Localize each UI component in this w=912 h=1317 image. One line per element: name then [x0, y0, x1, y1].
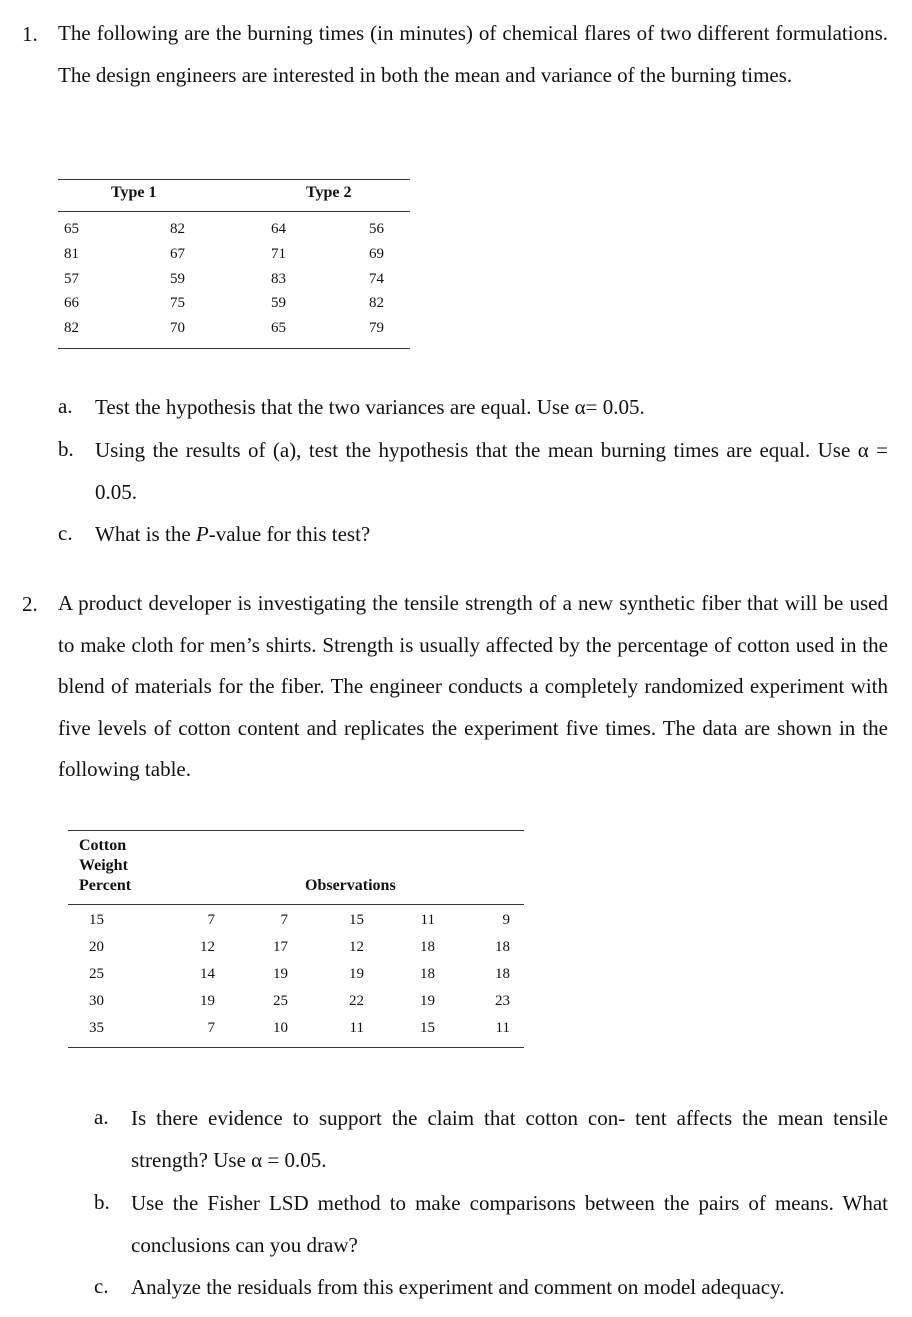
- part-text-pre: What is the: [95, 522, 196, 546]
- part-text: Using the results of (a), test the hypothesis that the mean burning times are equal. Use α = 0.05.: [95, 438, 888, 504]
- column-header-type-1: Type 1: [111, 184, 157, 201]
- table-cell: 79: [369, 320, 384, 337]
- table-cell: 18: [420, 939, 435, 955]
- table-cell: 15: [420, 1020, 435, 1036]
- table-cell: 19: [200, 993, 215, 1009]
- table-cell: 15: [349, 912, 364, 928]
- question-number: 1.: [22, 22, 38, 46]
- table-cell: 12: [200, 939, 215, 955]
- table-cell: 64: [271, 221, 286, 237]
- column-header-type-2: Type 2: [306, 184, 352, 201]
- part-label: c.: [58, 521, 73, 545]
- table-cell: 35: [89, 1020, 104, 1036]
- column-header-observations: Observations: [305, 877, 396, 894]
- question-number: 2.: [22, 592, 38, 616]
- table-cell: 23: [495, 993, 510, 1009]
- part-text: Is there evidence to support the claim that cotton con- tent affects the mean tensile strength? Use α = 0.05.: [131, 1106, 888, 1172]
- table-top-rule: [68, 830, 524, 831]
- table-bottom-rule: [58, 348, 410, 349]
- table-cell: 82: [170, 221, 185, 237]
- table-cell: 59: [271, 295, 286, 312]
- table-cell: 75: [170, 295, 185, 312]
- table-cell: 18: [495, 939, 510, 955]
- table-cell: 18: [420, 966, 435, 982]
- table-cell: 66: [64, 295, 79, 312]
- part-label: a.: [94, 1105, 109, 1129]
- table-cell: 22: [349, 993, 364, 1009]
- table-cell: 12: [349, 939, 364, 955]
- question-text: A product developer is investigating the tensile strength of a new synthetic fiber that will be used to make cloth for men’s shirts. Strength is usually affected by the percentage of cotton used in the blend of materials for the fiber. The engineer conducts a completely randomized experiment with five levels of cotton content and replicates the experiment five times. The data are shown in the following table.: [58, 591, 888, 781]
- table-cell: 71: [271, 245, 286, 262]
- part-text: Use the Fisher LSD method to make comparisons between the pairs of means. What conclusions can you draw?: [131, 1191, 888, 1257]
- table-cell: 14: [200, 966, 215, 982]
- part-label: b.: [58, 437, 74, 461]
- table-cell: 11: [420, 912, 435, 928]
- table-cell: 57: [64, 270, 79, 287]
- part-text-post: -value for this test?: [208, 522, 371, 546]
- table-cell: 25: [273, 993, 288, 1009]
- table-cell: 10: [273, 1020, 288, 1036]
- table-header-rule: [58, 211, 410, 212]
- table-cell: 65: [64, 221, 79, 237]
- table-cell: 7: [207, 1020, 215, 1036]
- part-text: Analyze the residuals from this experiment and comment on model adequacy.: [131, 1275, 785, 1299]
- table-cell: 11: [495, 1020, 510, 1036]
- part-label: a.: [58, 394, 73, 418]
- table-cell: 69: [369, 245, 384, 262]
- table-cell: 19: [420, 993, 435, 1009]
- table-bottom-rule: [68, 1047, 524, 1048]
- row-header-percent: Percent: [79, 877, 132, 894]
- part-label: b.: [94, 1190, 110, 1214]
- table-cell: 11: [349, 1020, 364, 1036]
- table-cell: 19: [273, 966, 288, 982]
- p-italic: P: [195, 522, 209, 546]
- table-cell: 67: [170, 245, 185, 262]
- table-cell: 82: [369, 295, 384, 312]
- table-cell: 56: [369, 221, 384, 237]
- table-cell: 74: [369, 270, 384, 287]
- table-top-rule: [58, 179, 410, 180]
- table-cell: 65: [271, 320, 286, 337]
- table-cell: 7: [207, 912, 215, 928]
- part-text: [95, 513, 888, 555]
- table-cell: 81: [64, 245, 79, 262]
- table-cell: 15: [89, 912, 104, 928]
- table-cell: 59: [170, 270, 185, 287]
- part-text: Test the hypothesis that the two variances are equal. Use α= 0.05.: [95, 395, 645, 419]
- table-cell: 18: [495, 966, 510, 982]
- table-cell: 20: [89, 939, 104, 955]
- question-text: The following are the burning times (in minutes) of chemical flares of two different formulations. The design engineers are interested in both the mean and variance of the burning times.: [58, 21, 888, 87]
- table-cell: 7: [280, 912, 288, 928]
- table-cell: 82: [64, 320, 79, 337]
- table-cell: 19: [349, 966, 364, 982]
- table-cell: 9: [502, 912, 510, 928]
- part-label: c.: [94, 1274, 109, 1298]
- table-cell: 25: [89, 966, 104, 982]
- table-cell: 70: [170, 320, 185, 337]
- table-cell: 30: [89, 993, 104, 1009]
- row-header-cotton: Cotton: [79, 837, 127, 854]
- row-header-weight: Weight: [79, 857, 128, 874]
- table-cell: 17: [273, 939, 288, 955]
- table-cell: 83: [271, 270, 286, 287]
- table-header-rule: [68, 904, 524, 905]
